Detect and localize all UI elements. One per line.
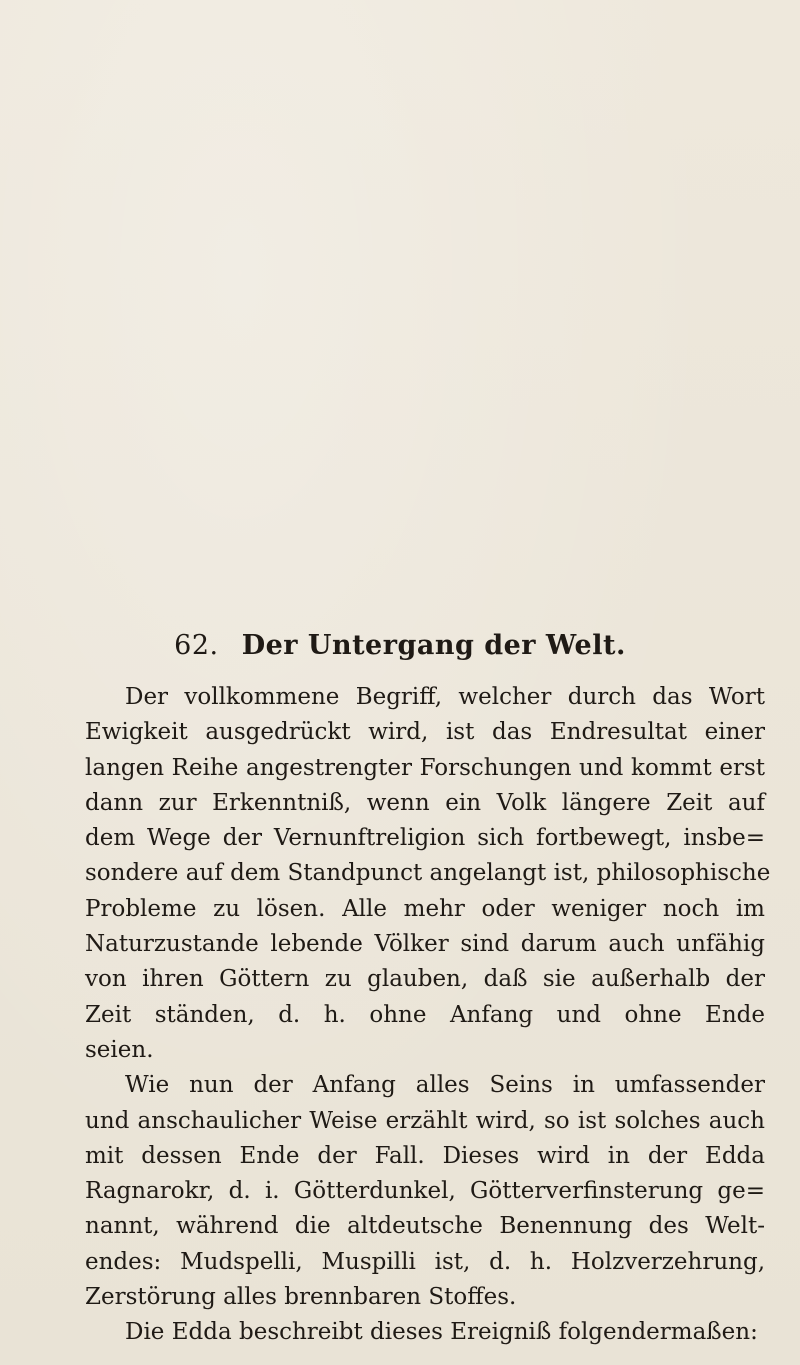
text-line: nannt, während die altdeutsche Benennung des Welt-: [85, 1213, 765, 1240]
text-line: sondere auf dem Standpunct angelangt ist, philosophische: [85, 860, 771, 887]
section-title: Der Untergang der Welt.: [241, 630, 626, 661]
text-line: langen Reihe angestrengter Forschungen und kommt erst: [85, 754, 765, 781]
text-line: endes: Mudspelli, Muspilli ist, d. h. Holzverzehrung,: [85, 1248, 765, 1275]
text-line: seien.: [85, 1036, 154, 1063]
text-line: Zerstörung alles brennbaren Stoffes.: [85, 1284, 517, 1311]
text-line: Probleme zu lösen. Alle mehr oder weniger noch im: [85, 895, 765, 922]
text-line: dann zur Erkenntniß, wenn ein Volk längere Zeit auf: [85, 789, 765, 816]
text-line: dem Wege der Vernunftreligion sich fortbewegt, insbe=: [85, 825, 765, 852]
text-line: Ewigkeit ausgedrückt wird, ist das Endresultat einer: [85, 719, 765, 746]
text-line: Die Edda beschreibt dieses Ereigniß folgendermaßen:: [125, 1319, 758, 1346]
section-heading: [0, 630, 800, 661]
text-line: mit dessen Ende der Fall. Dieses wird in der Edda: [85, 1142, 765, 1169]
section-number: 62.: [174, 630, 219, 661]
text-line: Wie nun der Anfang alles Seins in umfassender: [125, 1072, 765, 1099]
body-text: [85, 680, 771, 1351]
text-line: Zeit ständen, d. h. ohne Anfang und ohne Ende: [85, 1001, 765, 1028]
text-line: Naturzustande lebende Völker sind darum auch unfähig: [85, 931, 765, 958]
text-line: und anschaulicher Weise erzählt wird, so ist solches auch: [85, 1107, 765, 1134]
text-line: Der vollkommene Begriff, welcher durch das Wort: [125, 684, 765, 710]
text-line: Ragnarokr, d. i. Götterdunkel, Götterverfinsterung ge=: [85, 1178, 765, 1205]
text-line: von ihren Göttern zu glauben, daß sie außerhalb der: [85, 966, 765, 993]
